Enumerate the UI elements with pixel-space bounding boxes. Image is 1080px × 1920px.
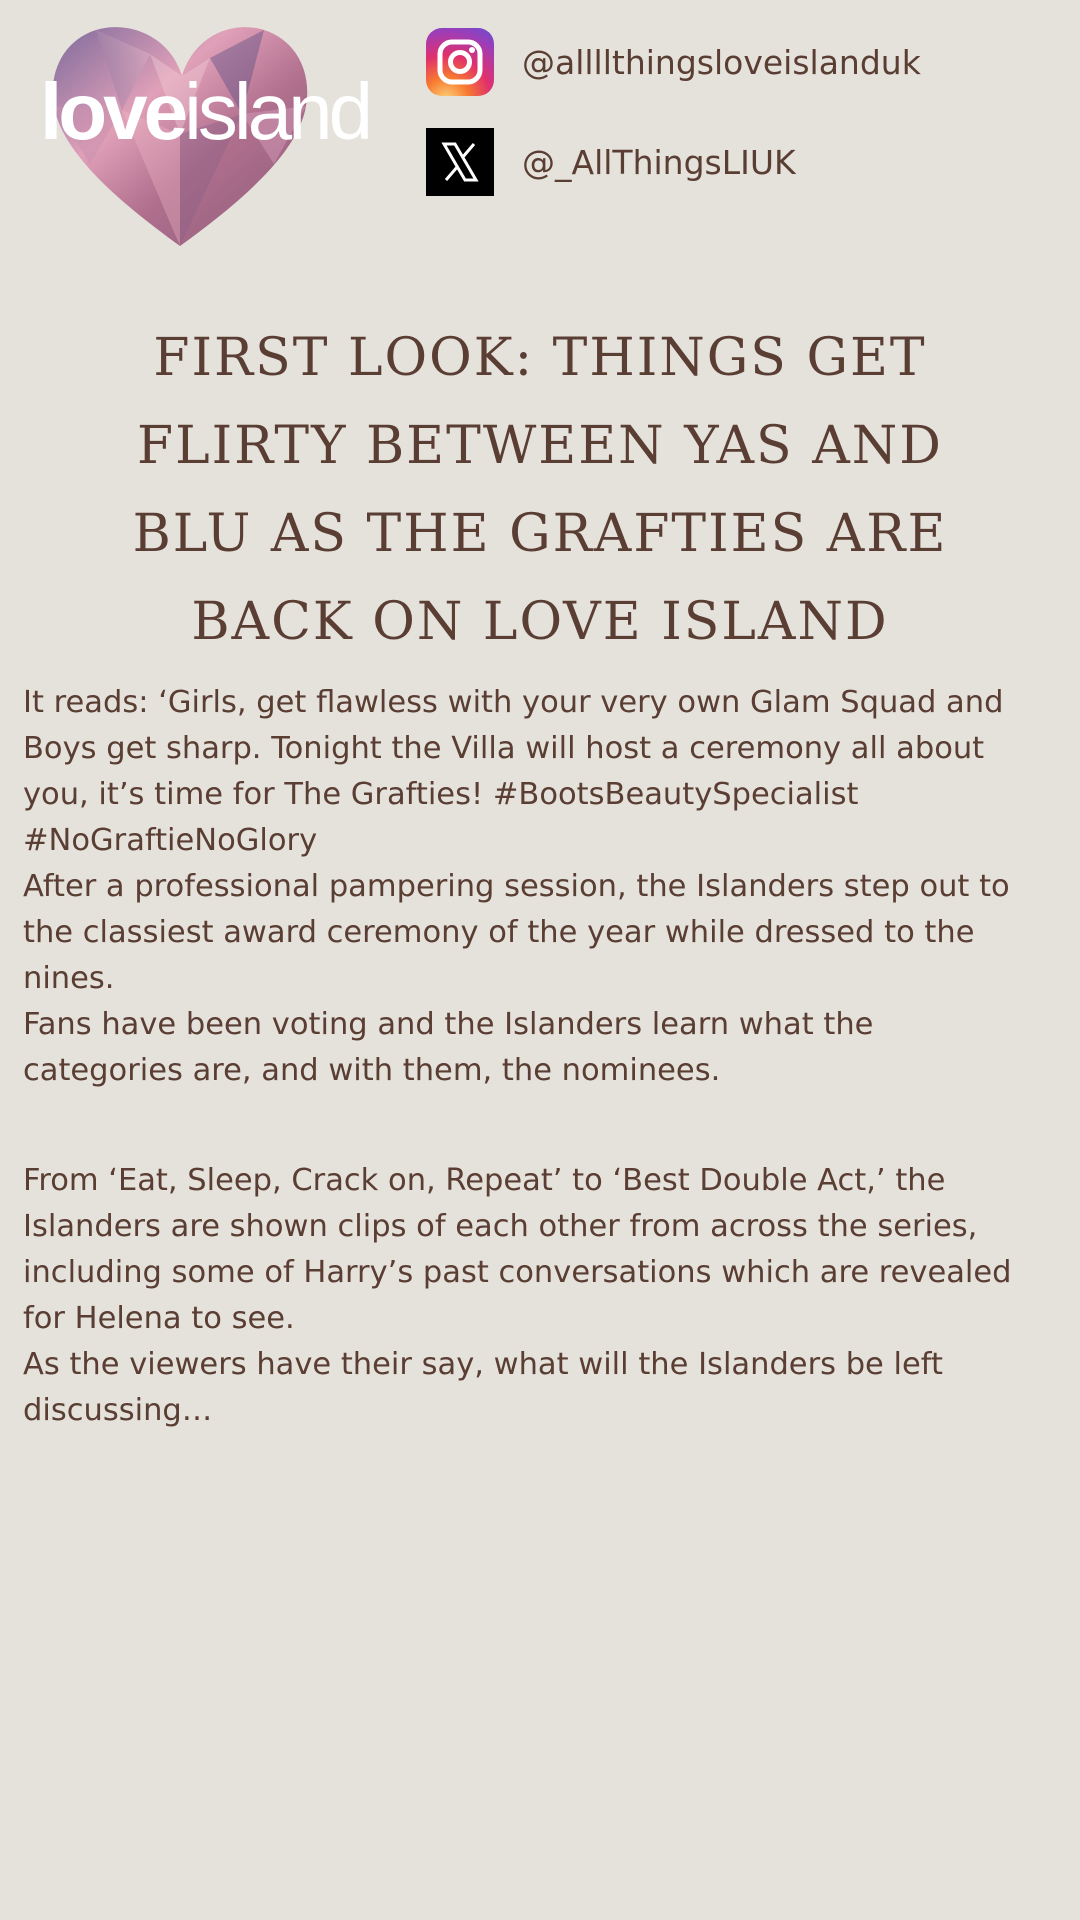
body-paragraph: Fans have been voting and the Islanders learn what the categories are, and with them, the nominees. xyxy=(23,1007,874,1088)
instagram-link[interactable] xyxy=(426,28,921,96)
article-headline: FIRST LOOK: THINGS GET FLIRTY BETWEEN YAS AND BLU AS THE GRAFTIES ARE BACK ON LOVE ISLAND xyxy=(132,328,948,652)
article-body-top xyxy=(23,680,1033,1094)
article-body-bottom xyxy=(23,1158,1033,1434)
x-link[interactable] xyxy=(426,128,796,196)
logo-word-love: love xyxy=(40,67,185,156)
instagram-icon xyxy=(426,28,494,96)
x-handle: @_AllThingsLIUK xyxy=(522,142,796,182)
instagram-handle: @allllthingsloveislanduk xyxy=(522,42,921,82)
love-island-logo xyxy=(30,14,370,254)
body-paragraph: As the viewers have their say, what will the Islanders be left discussing… xyxy=(23,1347,943,1428)
logo-wordmark xyxy=(40,67,370,156)
body-paragraph: It reads: ‘Girls, get flawless with your very own Glam Squad and Boys get sharp. Tonight the Villa will host a ceremony all about you, it’s time for The Grafties! #BootsBeautySpecialist #NoGraftieNoGlory xyxy=(23,685,1004,858)
x-icon xyxy=(426,128,494,196)
body-paragraph: From ‘Eat, Sleep, Crack on, Repeat’ to ‘Best Double Act,’ the Islanders are shown clips of each other from across the series, including some of Harry’s past conversations which are revealed for Helena to see. xyxy=(23,1163,1012,1336)
body-paragraph: After a professional pampering session, the Islanders step out to the classiest award ceremony of the year while dressed to the nines. xyxy=(23,869,1010,996)
logo-word-island: island xyxy=(184,67,370,156)
